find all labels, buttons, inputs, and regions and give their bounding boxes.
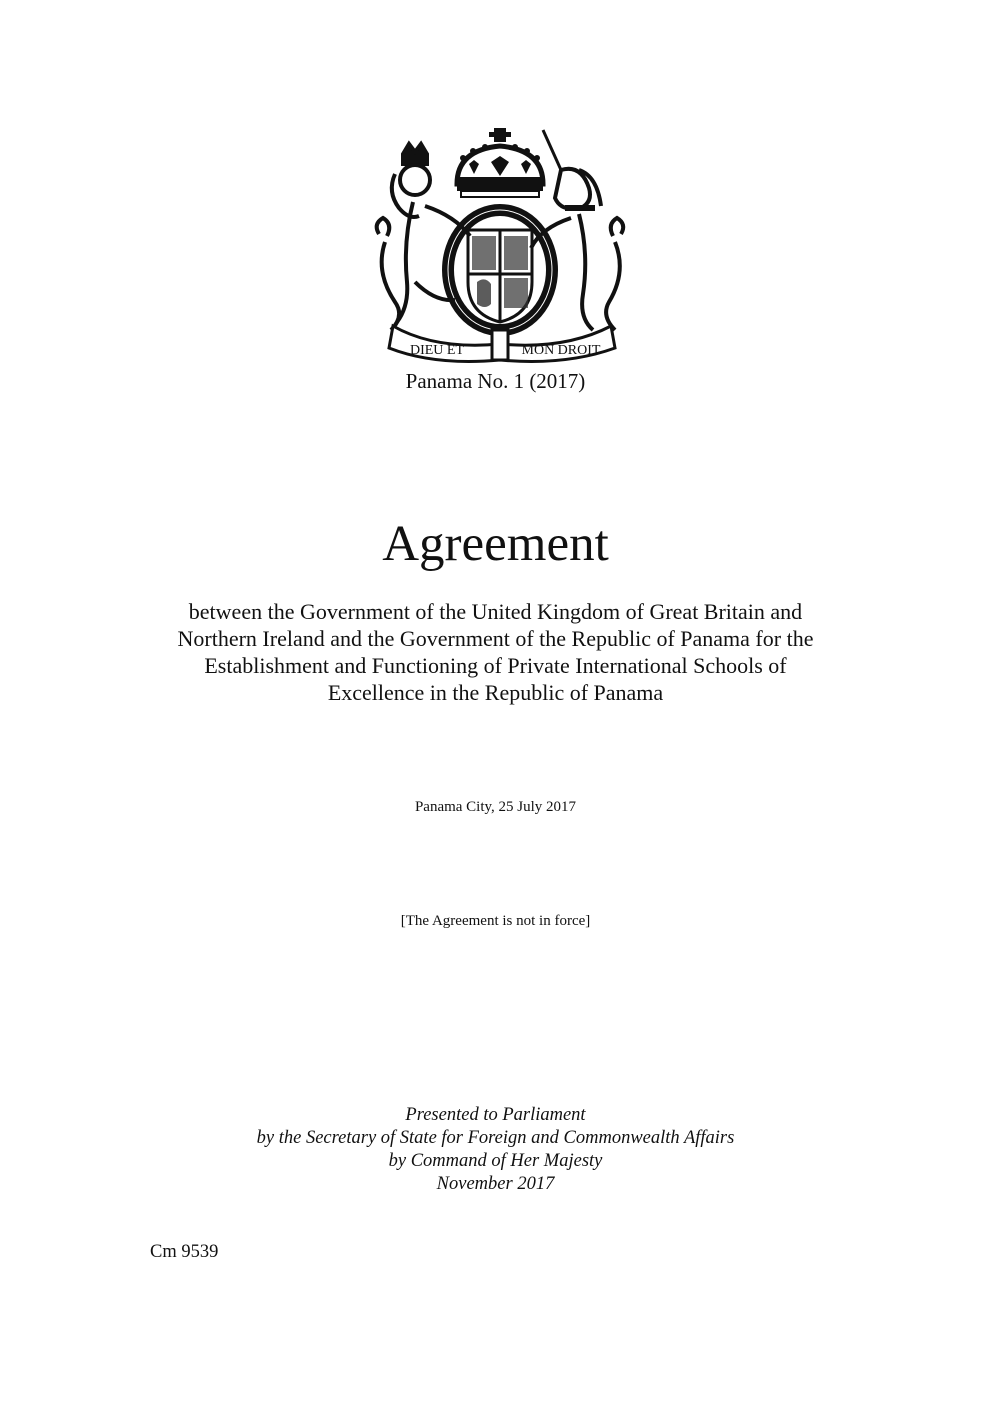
force-status: [The Agreement is not in force] [400,913,591,929]
presentation-statement [0,1104,991,1196]
royal-coat-of-arms-icon [365,122,635,367]
presented-line: by Command of Her Majesty [388,1151,603,1171]
agreement-subtitle [140,598,851,706]
subtitle-line: Northern Ireland and the Government of the Republic of Panama for the [177,626,814,651]
presented-line: Presented to Parliament [405,1105,586,1125]
motto-left: DIEU ET [409,343,465,358]
document-title: Agreement [382,516,609,572]
presented-line: by the Secretary of State for Foreign and Commonwealth Affairs [256,1128,735,1148]
subtitle-line: Excellence in the Republic of Panama [327,680,664,705]
signing-place-date: Panama City, 25 July 2017 [414,799,577,815]
motto-right: MON DROIT [521,343,601,358]
subtitle-line: Establishment and Functioning of Private International Schools of [204,653,787,678]
subtitle-line: between the Government of the United Kingdom of Great Britain and [188,599,803,624]
command-paper-number: Cm 9539 [150,1242,219,1262]
treaty-series-number: Panama No. 1 (2017) [405,369,586,393]
presented-line: November 2017 [436,1174,555,1194]
